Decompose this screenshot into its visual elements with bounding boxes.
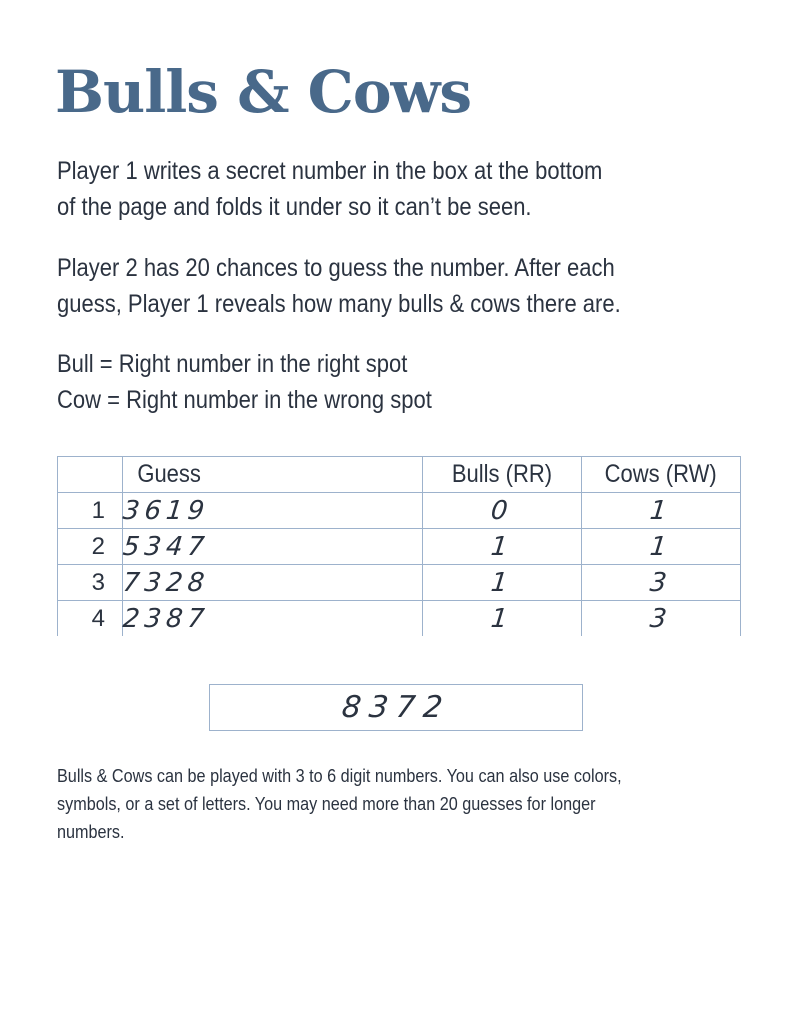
- row-number: 4: [58, 601, 123, 637]
- page-title: Bulls & Cows: [55, 58, 472, 126]
- header-cows: [582, 457, 741, 493]
- guess-table: [57, 456, 741, 636]
- bulls-cell[interactable]: [423, 529, 582, 565]
- guess-value: 5347: [121, 531, 211, 562]
- cows-value: 1: [648, 495, 674, 526]
- bulls-cell[interactable]: [423, 565, 582, 601]
- table-row: [58, 493, 741, 529]
- cows-cell[interactable]: [582, 565, 741, 601]
- guess-cell[interactable]: [123, 565, 423, 601]
- header-guess-label: Guess: [137, 460, 201, 488]
- cows-cell[interactable]: [582, 601, 741, 637]
- guess-cell[interactable]: [123, 601, 423, 637]
- bulls-cell[interactable]: [423, 601, 582, 637]
- bull-definition: Bull = Right number in the right spot: [57, 350, 408, 378]
- table-row: [58, 601, 741, 637]
- bulls-value: 1: [489, 567, 515, 598]
- note-line: symbols, or a set of letters. You may need more than 20 guesses for longer: [57, 794, 596, 814]
- bulls-cell[interactable]: [423, 493, 582, 529]
- bulls-value: 1: [489, 531, 515, 562]
- header-bulls-label: Bulls (RR): [451, 460, 553, 488]
- header-number: [58, 457, 123, 493]
- header-cows-label: Cows (RW): [604, 460, 718, 488]
- guess-cell[interactable]: [123, 529, 423, 565]
- instruction-line: Player 2 has 20 chances to guess the number. After each: [57, 254, 615, 282]
- bulls-value: 1: [489, 603, 515, 634]
- cows-value: 1: [648, 531, 674, 562]
- cow-definition: Cow = Right number in the wrong spot: [57, 386, 432, 414]
- table-row: [58, 565, 741, 601]
- note-line: numbers.: [57, 822, 125, 842]
- header-guess: [123, 457, 423, 493]
- instructions-secret: [57, 153, 602, 225]
- note-line: Bulls & Cows can be played with 3 to 6 digit numbers. You can also use colors,: [57, 766, 622, 786]
- guess-value: 3619: [121, 495, 211, 526]
- instructions-guessing: [57, 250, 621, 322]
- instructions-definitions: [57, 346, 432, 418]
- cows-cell[interactable]: [582, 529, 741, 565]
- instruction-line: Player 1 writes a secret number in the box at the bottom: [57, 157, 603, 185]
- instruction-line: of the page and folds it under so it can’t be seen.: [57, 193, 532, 221]
- row-number: 1: [58, 493, 123, 529]
- table-header-row: [58, 457, 741, 493]
- row-number: 2: [58, 529, 123, 565]
- instruction-line: guess, Player 1 reveals how many bulls & cows there are.: [57, 290, 621, 318]
- cows-value: 3: [648, 603, 674, 634]
- footer-note: [57, 762, 622, 846]
- guess-cell[interactable]: [123, 493, 423, 529]
- guess-value: 7328: [121, 567, 211, 598]
- guess-value: 2387: [121, 603, 211, 634]
- cows-cell[interactable]: [582, 493, 741, 529]
- secret-number: 8372: [339, 690, 453, 725]
- row-number: 3: [58, 565, 123, 601]
- secret-number-box[interactable]: [209, 684, 583, 731]
- table-row: [58, 529, 741, 565]
- cows-value: 3: [648, 567, 674, 598]
- header-bulls: [423, 457, 582, 493]
- bulls-value: 0: [489, 495, 515, 526]
